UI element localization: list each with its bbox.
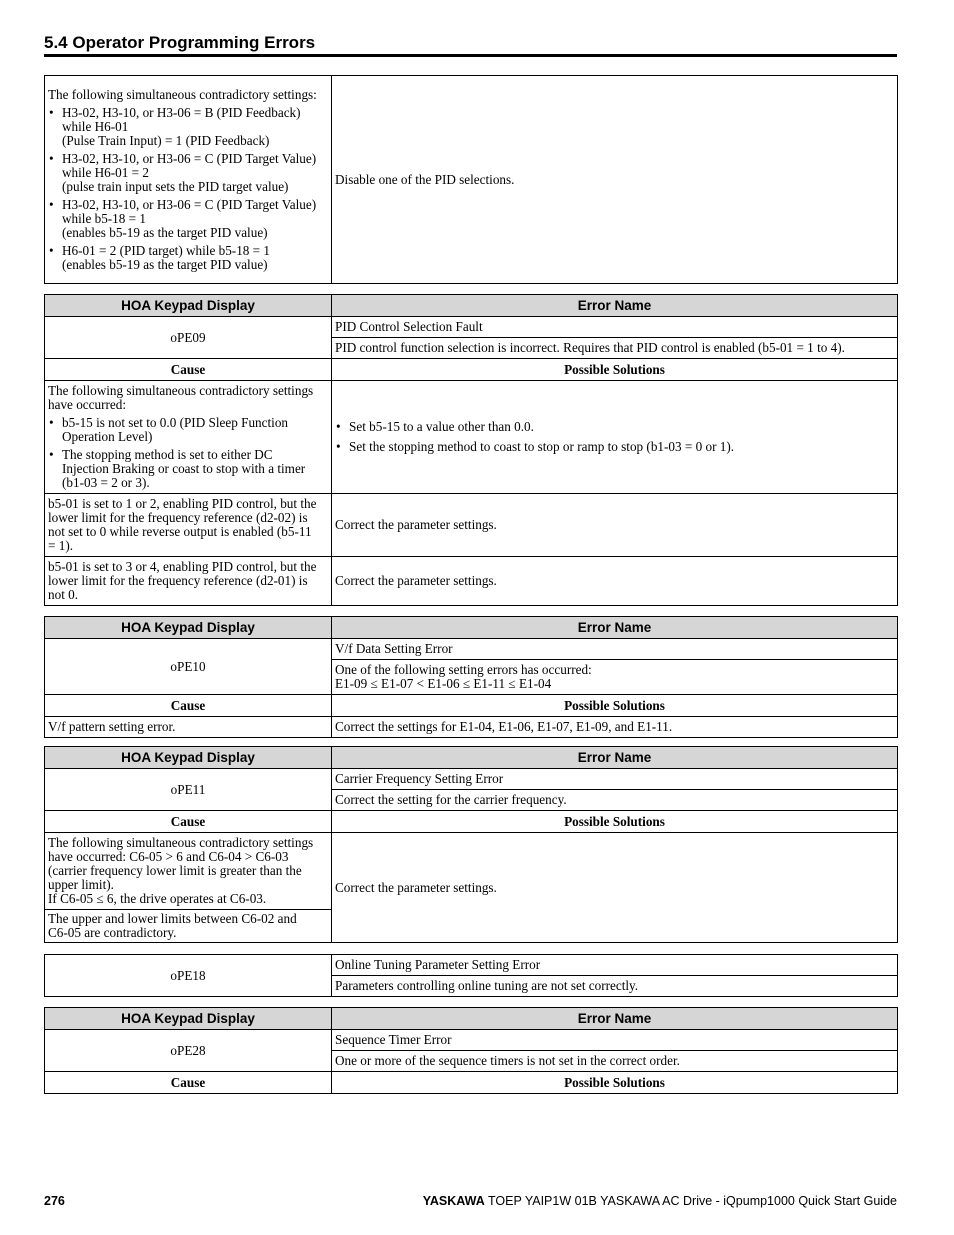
error-name-header: Error Name: [332, 747, 898, 769]
ope09-table: [44, 294, 898, 606]
hoa-header: HOA Keypad Display: [45, 617, 332, 639]
error-description: PID control function selection is incorrect. Requires that PID control is enabled (b5-01 = 1 to 4).: [332, 338, 898, 359]
footer-doc-title: TOEP YAIP1W 01B YASKAWA AC Drive - iQpump1000 Quick Start Guide: [484, 1194, 897, 1208]
ope28-table: [44, 1007, 898, 1094]
ope10-table: [44, 616, 898, 738]
list-item: • b5-15 is not set to 0.0 (PID Sleep Function Operation Level): [48, 416, 328, 444]
error-name: Sequence Timer Error: [332, 1030, 898, 1051]
error-name-header: Error Name: [332, 1008, 898, 1030]
error-name-header: Error Name: [332, 295, 898, 317]
error-code: oPE18: [45, 955, 332, 997]
page-title: 5.4 Operator Programming Errors: [44, 33, 316, 52]
error-name: V/f Data Setting Error: [332, 639, 898, 660]
continuation-table: [44, 75, 898, 284]
cause-cell: b5-01 is set to 3 or 4, enabling PID control, but the lower limit for the frequency reference (d2-01) is not 0.: [45, 557, 332, 606]
cause-cell: b5-01 is set to 1 or 2, enabling PID control, but the lower limit for the frequency reference (d2-02) is not set to 0 while reverse output is enabled (b5-11 = 1).: [45, 494, 332, 557]
solution-cell: Correct the parameter settings.: [332, 833, 898, 943]
error-code: oPE11: [45, 769, 332, 811]
ope11-table: [44, 746, 898, 943]
list-item: • H3-02, H3-10, or H3-06 = C (PID Target Value) while H6-01 = 2 (pulse train input sets the PID target value): [48, 152, 328, 194]
hoa-header: HOA Keypad Display: [45, 747, 332, 769]
list-item: • The stopping method is set to either DC Injection Braking or coast to stop with a timer (b1-03 = 2 or 3).: [48, 448, 328, 490]
solution-cell: Correct the parameter settings.: [332, 494, 898, 557]
hoa-header: HOA Keypad Display: [45, 1008, 332, 1030]
cause-cell: The following simultaneous contradictory settings have occurred: • b5-15 is not set to 0.0 (PID Sleep Function Operation Level) • The stopping method is set to either DC Injection Braking or coast to stop with a timer (b1-03 = 2 or 3).: [45, 381, 332, 494]
error-name: PID Control Selection Fault: [332, 317, 898, 338]
cause-header: Cause: [45, 811, 332, 833]
solution-cell: [332, 381, 898, 494]
list-item: • H6-01 = 2 (PID target) while b5-18 = 1 (enables b5-19 as the target PID value): [48, 244, 328, 272]
error-description: Correct the setting for the carrier frequency.: [332, 790, 898, 811]
error-name: Online Tuning Parameter Setting Error: [332, 955, 898, 976]
cause-header: Cause: [45, 359, 332, 381]
solution-cell: Disable one of the PID selections.: [332, 76, 898, 284]
cause-cell: [45, 76, 332, 284]
footer-brand: YASKAWA: [422, 1194, 485, 1208]
solution-cell: Correct the parameter settings.: [332, 557, 898, 606]
list-item: • H3-02, H3-10, or H3-06 = C (PID Target Value) while b5-18 = 1 (enables b5-19 as the target PID value): [48, 198, 328, 240]
error-description: One of the following setting errors has occurred: E1-09 ≤ E1-07 < E1-06 ≤ E1-11 ≤ E1-04: [332, 660, 898, 695]
cause-cell: The following simultaneous contradictory settings have occurred: C6-05 > 6 and C6-04 > C6-03 (carrier frequency lower limit is greater than the upper limit). If C6-05 ≤ 6, the drive operates at C6-03.: [45, 833, 332, 910]
cause-cell: The upper and lower limits between C6-02 and C6-05 are contradictory.: [45, 910, 332, 943]
list-item: • Set the stopping method to coast to stop or ramp to stop (b1-03 = 0 or 1).: [335, 440, 894, 454]
title-rule: [44, 54, 897, 57]
list-item: • Set b5-15 to a value other than 0.0.: [335, 420, 894, 434]
cause-header: Cause: [45, 1072, 332, 1094]
cause-cell: V/f pattern setting error.: [45, 717, 332, 738]
ope18-table: [44, 954, 898, 997]
cause-intro: The following simultaneous contradictory settings:: [48, 86, 317, 102]
error-description: Parameters controlling online tuning are not set correctly.: [332, 976, 898, 997]
solutions-header: Possible Solutions: [332, 1072, 898, 1094]
error-code: oPE10: [45, 639, 332, 695]
error-code: oPE09: [45, 317, 332, 359]
page-number: 276: [44, 1194, 65, 1208]
solutions-header: Possible Solutions: [332, 695, 898, 717]
footer-doc: [423, 1194, 897, 1208]
error-name-header: Error Name: [332, 617, 898, 639]
list-item: • H3-02, H3-10, or H3-06 = B (PID Feedback) while H6-01 (Pulse Train Input) = 1 (PID Feedback): [48, 106, 328, 148]
error-description: One or more of the sequence timers is not set in the correct order.: [332, 1051, 898, 1072]
solution-cell: Correct the settings for E1-04, E1-06, E1-07, E1-09, and E1-11.: [332, 717, 898, 738]
solutions-header: Possible Solutions: [332, 811, 898, 833]
cause-header: Cause: [45, 695, 332, 717]
hoa-header: HOA Keypad Display: [45, 295, 332, 317]
error-name: Carrier Frequency Setting Error: [332, 769, 898, 790]
solutions-header: Possible Solutions: [332, 359, 898, 381]
error-code: oPE28: [45, 1030, 332, 1072]
